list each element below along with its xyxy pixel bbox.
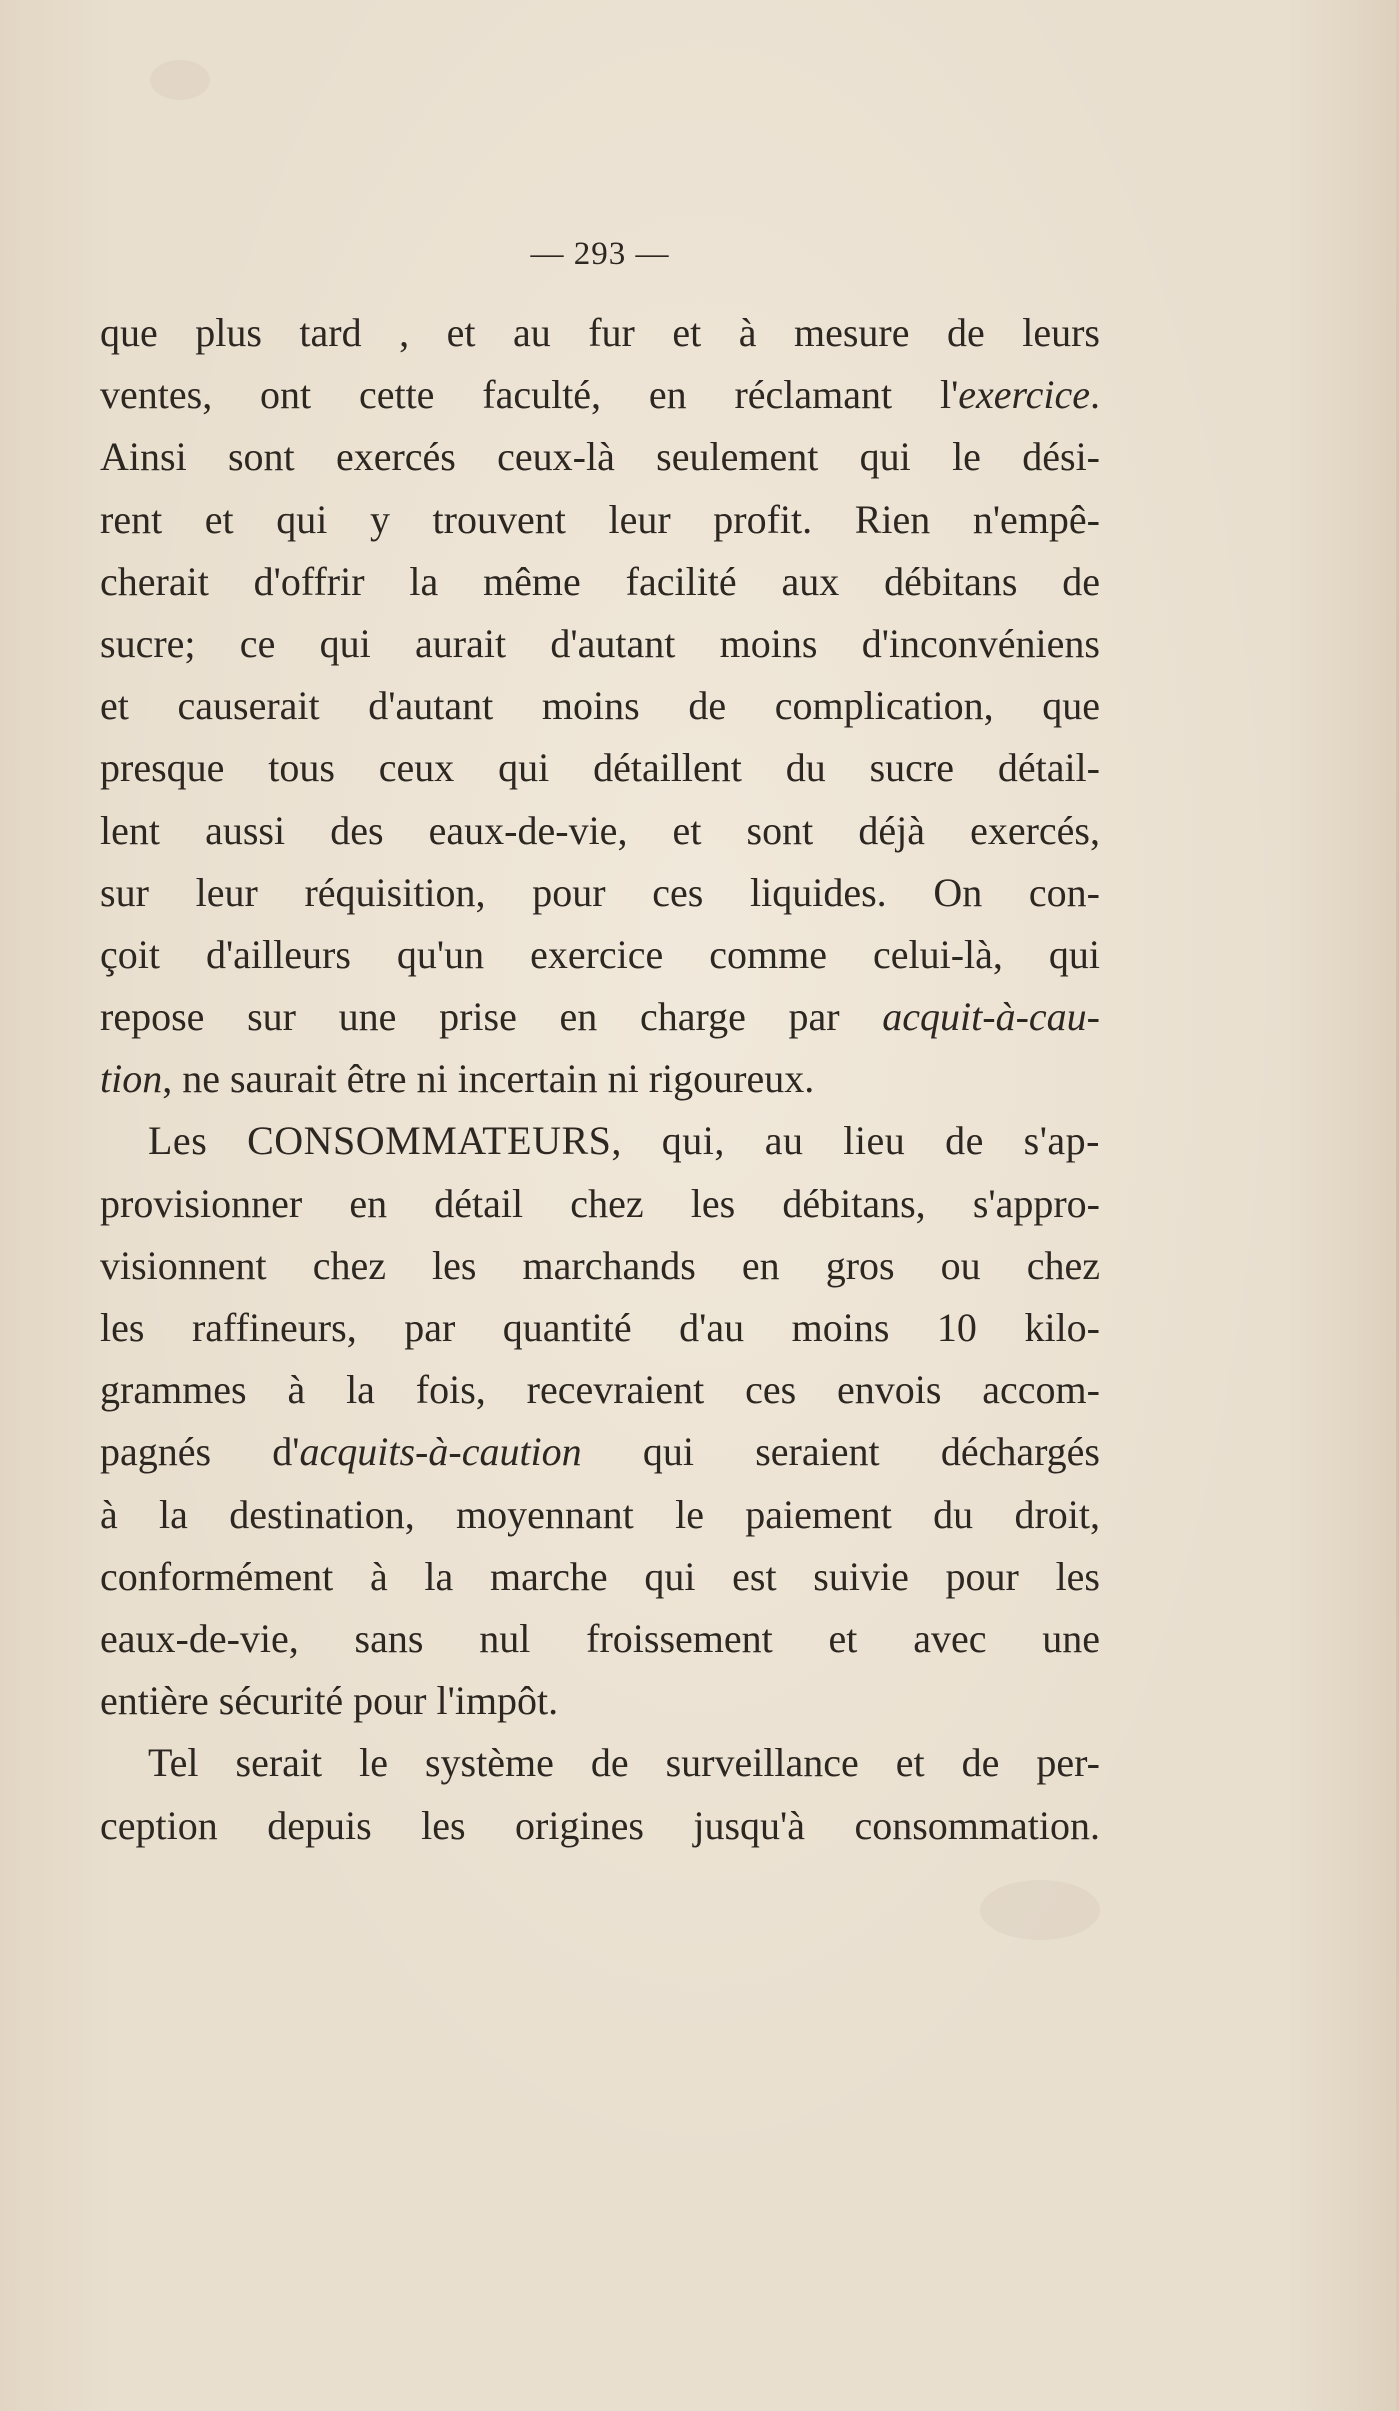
text-run: pagnés d' [100,1429,300,1475]
text-line [100,489,1100,551]
text-line [100,1110,1100,1172]
paper-stain [980,1880,1100,1940]
text-run: à la destination, moyennant le paiement du droit, [100,1491,1100,1537]
text-line [100,924,1100,986]
text-line [100,862,1100,924]
text-line [100,1359,1100,1421]
italic-term: exercice [958,372,1090,418]
text-run: les raffineurs, par quantité d'au moins 10 kilo- [100,1305,1100,1350]
text-run: rent et qui y trouvent leur profit. Rien n'empê- [100,496,1100,542]
text-run: lent aussi des eaux-de-vie, et sont déjà exercés, [100,807,1100,853]
text-run: provisionner en détail chez les débitans, s'appro- [100,1180,1100,1226]
text-run: repose sur une prise en charge par [100,994,883,1040]
text-line [100,1048,1100,1110]
text-run: ventes, ont cette faculté, en réclamant l' [100,372,959,418]
text-line [100,302,1100,364]
text-line [100,1484,1100,1546]
text-run: . [1090,372,1100,418]
text-run: cherait d'offrir la même facilité aux débitans de [100,558,1100,604]
text-run: presque tous ceux qui détaillent du sucre détail- [100,745,1100,791]
text-run: eaux-de-vie, sans nul froissement et avec une [100,1615,1100,1661]
text-line [100,1608,1100,1670]
text-run: grammes à la fois, recevraient ces envois accom- [100,1367,1100,1413]
text-line [100,1732,1100,1794]
text-run: Tel serait le système de surveillance et de per- [148,1740,1100,1786]
text-line [100,1235,1100,1297]
text-line [100,1795,1100,1857]
page-number: — 293 — [530,236,670,272]
text-line [100,1173,1100,1235]
body-text [100,302,1100,1857]
text-run: çoit d'ailleurs qu'un exercice comme celui-là, qui [100,931,1100,977]
text-line [100,613,1100,675]
text-run: entière sécurité pour l'impôt. [100,1678,559,1724]
text-line [100,800,1100,862]
text-line [100,675,1100,737]
text-line [100,1670,1100,1732]
text-run: visionnent chez les marchands en gros ou chez [100,1242,1100,1288]
text-line [100,1546,1100,1608]
text-line [100,737,1100,799]
text-run: sucre; ce qui aurait d'autant moins d'inconvéniens [100,620,1100,666]
text-line [100,1421,1100,1483]
text-run: sur leur réquisition, pour ces liquides. On con- [100,869,1100,915]
text-line [100,551,1100,613]
text-run: , ne saurait être ni incertain ni rigoureux. [162,1056,815,1102]
text-run: que plus tard , et au fur et à mesure de leurs [100,310,1100,355]
text-line [100,426,1100,488]
italic-term: acquits-à-caution [299,1429,582,1475]
text-run: qui seraient déchargés [581,1429,1100,1475]
italic-term: acquit-à-cau- [882,994,1100,1040]
text-run: Les CONSOMMATEURS, qui, au lieu de s'ap- [148,1118,1100,1164]
text-run: conformément à la marche qui est suivie pour les [100,1553,1100,1599]
text-line [100,986,1100,1048]
text-run: ception depuis les origines jusqu'à consommation. [100,1802,1100,1848]
paper-stain [150,60,210,100]
text-run: et causerait d'autant moins de complication, que [100,683,1100,729]
italic-term: tion [100,1056,163,1102]
text-line [100,1297,1100,1359]
text-line [100,364,1100,426]
text-run: Ainsi sont exercés ceux-là seulement qui le dési- [100,434,1100,480]
